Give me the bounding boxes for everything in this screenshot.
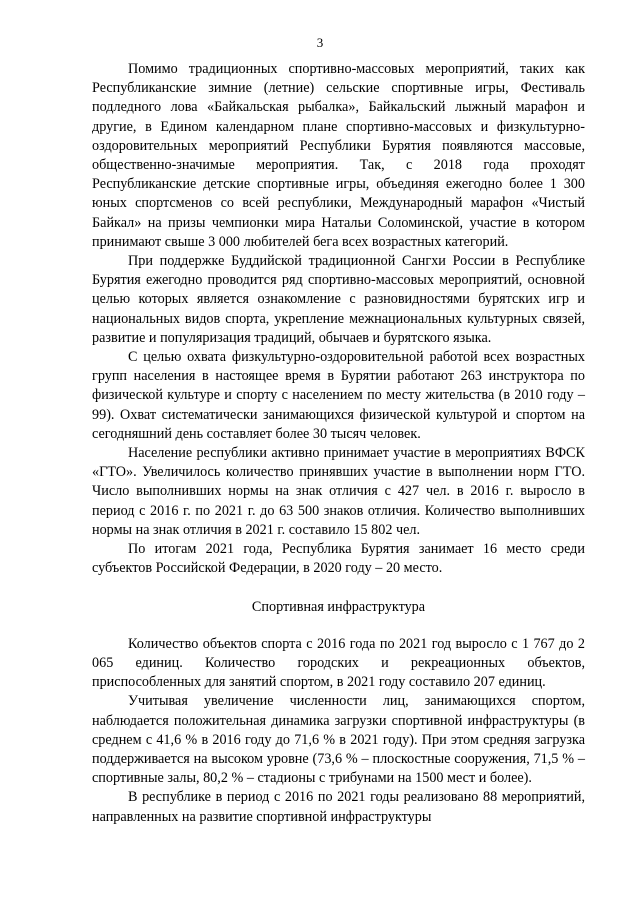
paragraph-infrastructure-load: Учитывая увеличение численности лиц, занимающихся спортом, наблюдается положительная динамика загрузки спортивной инфраструктуры (в среднем с 41,6 % в 2016 году до 71,6 % в 2021 году). При этом средняя загрузка поддерживается на высоком уровне (73,6 % – плоскостные сооружения, 71,5 % – спортивные залы, 80,2 % – стадионы с трибунами на 1500 мест и более). bbox=[92, 693, 585, 787]
document-body bbox=[92, 60, 585, 827]
paragraph-fitness-instructors: С целью охвата физкультурно-оздоровительной работой всех возрастных групп населения в настоящее время в Бурятии работают 263 инструктора по физической культуре и спорту с населением по месту жительства (в 2010 году – 99). Охват систематически занимающихся физической культурой и спортом на сегодняшний день составляет более 30 тысяч человек. bbox=[92, 349, 585, 442]
page-number: 3 bbox=[316, 35, 324, 50]
paragraph-traditional-events: Помимо традиционных спортивно-массовых мероприятий, таких как Республиканские зимние (летние) сельские спортивные игры, Фестиваль подледного лова «Байкальская рыбалка», Байкальский лыжный марафон и другие, в Едином календарном плане спортивно-массовых и физкультурно-оздоровительных мероприятий Республики Бурятия появляются массовые, общественно-значимые мероприятия. Так, с 2018 года проходят Республиканские детские спортивные игры, объединяя ежегодно более 1 300 юных спортсменов со всей республики, Международный марафон «Чистый Байкал» на призы чемпионки мира Натальи Соломинской, участие в котором принимают свыше 3 000 любителей бега всех возрастных категорий. bbox=[92, 61, 585, 250]
paragraph-sport-facilities-count: Количество объектов спорта с 2016 года по 2021 год выросло с 1 767 до 2 065 единиц. Количество городских и рекреационных объектов, приспособленных для занятий спортом, в 2021 году составило 207 единиц. bbox=[92, 635, 585, 691]
paragraph-infrastructure-projects: В республике в период с 2016 по 2021 годы реализовано 88 мероприятий, направленных на развитие спортивной инфраструктуры bbox=[92, 789, 585, 825]
paragraph-gto-participation: Население республики активно принимает участие в мероприятиях ВФСК «ГТО». Увеличилось количество принявших участие в выполнении норм ГТО. Число выполнивших нормы на знак отличия с 427 чел. в 2016 г. выросло в период с 2016 г. по 2021 г. до 63 500 знаков отличия. Количество выполнивших нормы на знак отличия в 2021 г. составило 15 802 чел. bbox=[92, 445, 585, 538]
paragraph-ranking-2021: По итогам 2021 года, Республика Бурятия занимает 16 место среди субъектов Российской Федерации, в 2020 году – 20 место. bbox=[92, 541, 585, 577]
section-heading: Спортивная инфраструктура bbox=[251, 599, 426, 616]
paragraph-buddhist-sangha-events: При поддержке Буддийской традиционной Сангхи России в Республике Бурятия ежегодно проводится ряд спортивно-массовых мероприятий, основной целью которых является ознакомление с разновидностями бурятских игр и национальных видов спорта, укрепление межнациональных культурных связей, развитие и популяризация традиций, обычаев и бурятского языка. bbox=[92, 253, 585, 346]
